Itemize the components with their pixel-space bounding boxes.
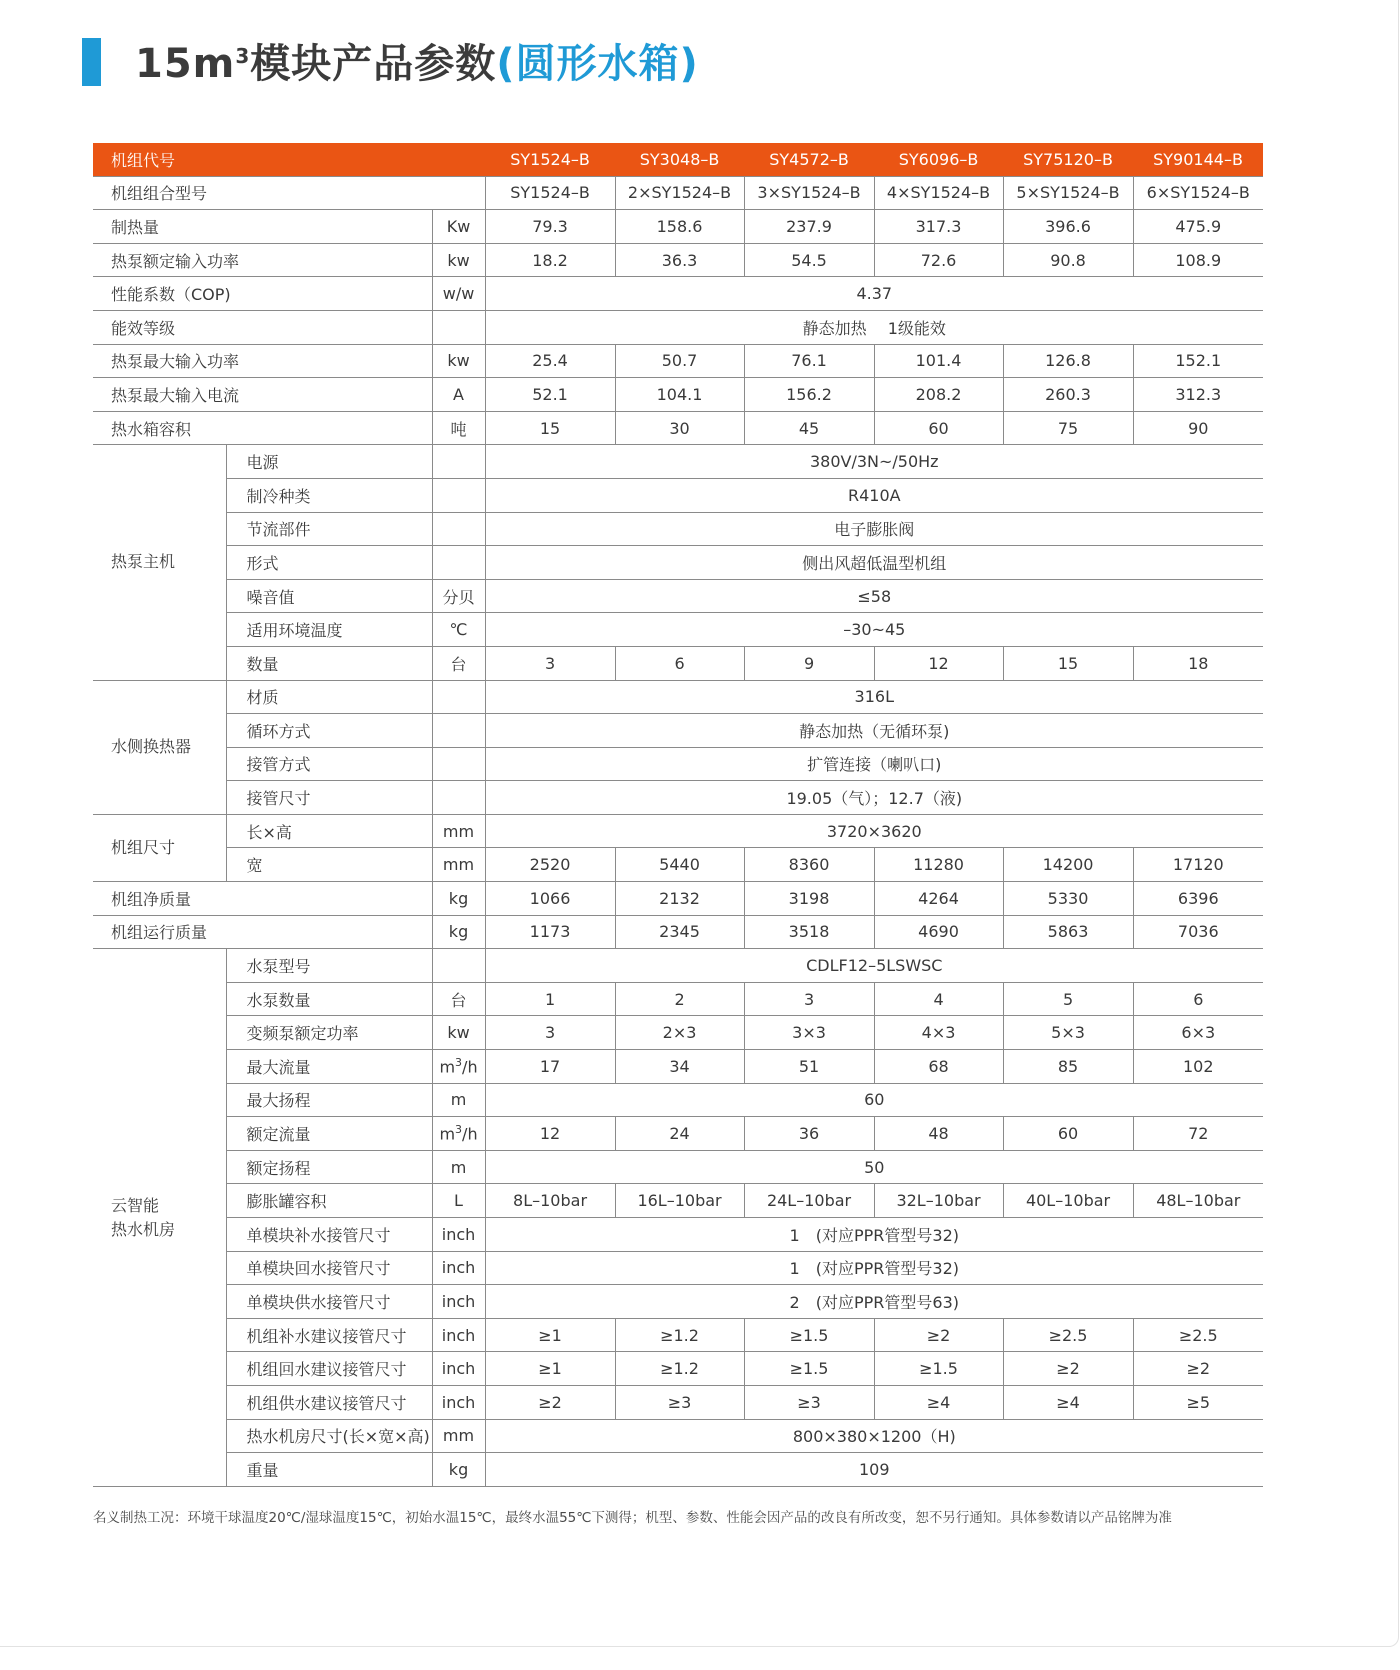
spec-row <box>93 714 1263 748</box>
value-cell: 109 <box>485 1453 1263 1487</box>
page-title: $15m^3$模块产品参数(圆形水箱) <box>135 41 699 87</box>
value-cell: 5×SY1524–B <box>1003 176 1133 210</box>
model-header: SY3048–B <box>615 143 744 176</box>
value-cell: 158.6 <box>615 210 744 244</box>
value-cell: 17120 <box>1133 848 1263 882</box>
spec-row <box>93 814 1263 848</box>
row-label: 循环方式 <box>226 714 432 748</box>
row-label: 水泵数量 <box>226 982 432 1016</box>
group-label: 机组尺寸 <box>93 814 226 881</box>
unit-cell: kw <box>432 243 485 277</box>
value-cell: 5 <box>1003 982 1133 1016</box>
value-cell: 11280 <box>874 848 1003 882</box>
unit-cell: L <box>432 1184 485 1218</box>
value-cell: 396.6 <box>1003 210 1133 244</box>
row-label: 最大流量 <box>226 1050 432 1084</box>
unit-cell: 台 <box>432 646 485 680</box>
unit-part: /h <box>462 1057 478 1077</box>
row-label: 接管尺寸 <box>226 781 432 815</box>
unit-cell: Kw <box>432 210 485 244</box>
value-cell: ≥5 <box>1133 1385 1263 1419</box>
spec-row <box>93 1385 1263 1419</box>
value-cell: 72 <box>1133 1117 1263 1151</box>
value-cell: ≤58 <box>485 579 1263 613</box>
spec-row <box>93 579 1263 613</box>
unit-cell: kg <box>432 882 485 916</box>
value-cell: ≥1.2 <box>615 1318 744 1352</box>
value-cell: 237.9 <box>744 210 874 244</box>
group-label <box>93 949 226 1487</box>
row-label: 材质 <box>226 680 432 714</box>
value-cell: 108.9 <box>1133 243 1263 277</box>
spec-row <box>93 1184 1263 1218</box>
row-label: 接管方式 <box>226 747 432 781</box>
value-cell: 9 <box>744 646 874 680</box>
value-cell: 6396 <box>1133 882 1263 916</box>
value-cell: 3 <box>744 982 874 1016</box>
spec-row <box>93 982 1263 1016</box>
value-cell: 380V/3N~/50Hz <box>485 445 1263 479</box>
unit-cell <box>432 310 485 344</box>
row-label: 制热量 <box>93 210 432 244</box>
value-cell: 6 <box>615 646 744 680</box>
unit-cell <box>432 714 485 748</box>
spec-row <box>93 210 1263 244</box>
spec-row <box>93 378 1263 412</box>
title-accent-bar <box>82 38 101 86</box>
value-cell: 3 <box>485 1016 615 1050</box>
unit-part: 3 <box>455 1056 463 1070</box>
value-cell: 30 <box>615 411 744 445</box>
value-cell: 152.1 <box>1133 344 1263 378</box>
value-cell: 12 <box>485 1117 615 1151</box>
value-cell: 3 <box>485 646 615 680</box>
value-cell: 8360 <box>744 848 874 882</box>
value-cell: 24 <box>615 1117 744 1151</box>
value-cell: 1 (对应PPR管型号32) <box>485 1251 1263 1285</box>
spec-row <box>93 613 1263 647</box>
spec-row <box>93 1150 1263 1184</box>
value-cell: 2 (对应PPR管型号63) <box>485 1285 1263 1319</box>
row-label: 单模块供水接管尺寸 <box>226 1285 432 1319</box>
row-label: 水泵型号 <box>226 949 432 983</box>
row-label: 数量 <box>226 646 432 680</box>
row-label: 重量 <box>226 1453 432 1487</box>
header-row <box>93 143 1263 176</box>
header-label: 机组代号 <box>93 143 485 176</box>
value-cell: 12 <box>874 646 1003 680</box>
value-cell: 15 <box>485 411 615 445</box>
value-cell: 3518 <box>744 915 874 949</box>
value-cell: 3198 <box>744 882 874 916</box>
value-cell: 48 <box>874 1117 1003 1151</box>
value-cell: 1 <box>485 982 615 1016</box>
row-label: 额定流量 <box>226 1117 432 1151</box>
value-cell: 72.6 <box>874 243 1003 277</box>
value-cell: 60 <box>874 411 1003 445</box>
value-cell: 2132 <box>615 882 744 916</box>
value-cell: 8L–10bar <box>485 1184 615 1218</box>
value-cell: 208.2 <box>874 378 1003 412</box>
value-cell: 51 <box>744 1050 874 1084</box>
unit-cell: inch <box>432 1352 485 1386</box>
value-cell: 4×SY1524–B <box>874 176 1003 210</box>
model-header: SY4572–B <box>744 143 874 176</box>
value-cell: 17 <box>485 1050 615 1084</box>
value-cell: 18 <box>1133 646 1263 680</box>
model-header: SY1524–B <box>485 143 615 176</box>
value-cell: 2×3 <box>615 1016 744 1050</box>
unit-cell: inch <box>432 1385 485 1419</box>
spec-row <box>93 243 1263 277</box>
value-cell: 5×3 <box>1003 1016 1133 1050</box>
group-label-line: 云智能 <box>111 1195 160 1215</box>
value-cell: ≥4 <box>1003 1385 1133 1419</box>
value-cell: 5440 <box>615 848 744 882</box>
value-cell: 1173 <box>485 915 615 949</box>
value-cell: 48L–10bar <box>1133 1184 1263 1218</box>
row-label: 热水箱容积 <box>93 411 432 445</box>
unit-cell: 台 <box>432 982 485 1016</box>
value-cell: 16L–10bar <box>615 1184 744 1218</box>
spec-row <box>93 176 1263 210</box>
value-cell: 36.3 <box>615 243 744 277</box>
row-label: 噪音值 <box>226 579 432 613</box>
value-cell: 15 <box>1003 646 1133 680</box>
group-label: 水侧换热器 <box>93 680 226 814</box>
value-cell: ≥2 <box>1133 1352 1263 1386</box>
value-cell: 1 (对应PPR管型号32) <box>485 1218 1263 1252</box>
value-cell: 静态加热 1级能效 <box>485 310 1263 344</box>
value-cell: 76.1 <box>744 344 874 378</box>
group-label-line: 热水机房 <box>111 1219 176 1239</box>
unit-cell: 吨 <box>432 411 485 445</box>
value-cell: ≥2 <box>485 1385 615 1419</box>
spec-row <box>93 949 1263 983</box>
value-cell: 19.05（气）；12.7（液) <box>485 781 1263 815</box>
unit-cell: mm <box>432 1419 485 1453</box>
row-label: 热泵最大输入电流 <box>93 378 432 412</box>
value-cell: 85 <box>1003 1050 1133 1084</box>
row-label: 机组补水建议接管尺寸 <box>226 1318 432 1352</box>
unit-cell: m <box>432 1083 485 1117</box>
row-label: 节流部件 <box>226 512 432 546</box>
value-cell: ≥2 <box>1003 1352 1133 1386</box>
spec-row <box>93 344 1263 378</box>
model-header: SY90144–B <box>1133 143 1263 176</box>
row-label: 变频泵额定功率 <box>226 1016 432 1050</box>
spec-row <box>93 1218 1263 1252</box>
value-cell: 扩管连接（喇叭口) <box>485 747 1263 781</box>
unit-cell <box>432 478 485 512</box>
model-header: SY75120–B <box>1003 143 1133 176</box>
unit-cell: ℃ <box>432 613 485 647</box>
unit-cell: mm <box>432 814 485 848</box>
value-cell: ≥3 <box>744 1385 874 1419</box>
value-cell: 40L–10bar <box>1003 1184 1133 1218</box>
spec-row <box>93 512 1263 546</box>
unit-cell: 分贝 <box>432 579 485 613</box>
row-label: 机组供水建议接管尺寸 <box>226 1385 432 1419</box>
value-cell: 2520 <box>485 848 615 882</box>
row-label: 适用环境温度 <box>226 613 432 647</box>
unit-cell: inch <box>432 1285 485 1319</box>
value-cell: 101.4 <box>874 344 1003 378</box>
unit-cell <box>432 781 485 815</box>
row-label: 机组运行质量 <box>93 915 432 949</box>
value-cell: 4.37 <box>485 277 1263 311</box>
value-cell: 45 <box>744 411 874 445</box>
value-cell: 5863 <box>1003 915 1133 949</box>
unit-cell <box>432 747 485 781</box>
group-label: 热泵主机 <box>93 445 226 680</box>
spec-row <box>93 1419 1263 1453</box>
row-label: 宽 <box>226 848 432 882</box>
value-cell: 79.3 <box>485 210 615 244</box>
value-cell: 34 <box>615 1050 744 1084</box>
value-cell: 6×3 <box>1133 1016 1263 1050</box>
row-label: 性能系数（COP) <box>93 277 432 311</box>
row-label: 额定扬程 <box>226 1150 432 1184</box>
value-cell: 5330 <box>1003 882 1133 916</box>
value-cell: 32L–10bar <box>874 1184 1003 1218</box>
value-cell: 316L <box>485 680 1263 714</box>
spec-row <box>93 1117 1263 1151</box>
spec-row <box>93 848 1263 882</box>
spec-row <box>93 747 1263 781</box>
unit-cell <box>432 680 485 714</box>
value-cell: 312.3 <box>1133 378 1263 412</box>
value-cell: 3720×3620 <box>485 814 1263 848</box>
spec-row <box>93 1050 1263 1084</box>
row-label: 能效等级 <box>93 310 432 344</box>
value-cell: 54.5 <box>744 243 874 277</box>
spec-row <box>93 1016 1263 1050</box>
value-cell: 475.9 <box>1133 210 1263 244</box>
value-cell: 68 <box>874 1050 1003 1084</box>
footnote: 名义制热工况：环境干球温度20℃/湿球温度15℃，初始水温15℃，最终水温55℃下测得；机型、参数、性能会因产品的改良有所改变，恕不另行通知。具体参数请以产品铭牌为准 <box>93 1510 1172 1526</box>
unit-part: m <box>439 1124 456 1144</box>
unit-cell: kg <box>432 915 485 949</box>
value-cell: 50.7 <box>615 344 744 378</box>
value-cell: 36 <box>744 1117 874 1151</box>
unit-part: 3 <box>455 1123 463 1137</box>
value-cell: 156.2 <box>744 378 874 412</box>
value-cell: ≥2.5 <box>1133 1318 1263 1352</box>
value-cell: 102 <box>1133 1050 1263 1084</box>
value-cell: 2×SY1524–B <box>615 176 744 210</box>
value-cell: 317.3 <box>874 210 1003 244</box>
value-cell: 90.8 <box>1003 243 1133 277</box>
unit-cell: kw <box>432 344 485 378</box>
unit-cell: inch <box>432 1218 485 1252</box>
value-cell: 侧出风超低温型机组 <box>485 546 1263 580</box>
value-cell: 电子膨胀阀 <box>485 512 1263 546</box>
value-cell: 4×3 <box>874 1016 1003 1050</box>
row-label: 制冷种类 <box>226 478 432 512</box>
row-label: 单模块补水接管尺寸 <box>226 1218 432 1252</box>
value-cell: 75 <box>1003 411 1133 445</box>
spec-row <box>93 310 1263 344</box>
unit-cell <box>432 445 485 479</box>
value-cell: 104.1 <box>615 378 744 412</box>
value-cell: 6×SY1524–B <box>1133 176 1263 210</box>
value-cell: 14200 <box>1003 848 1133 882</box>
value-cell: 90 <box>1133 411 1263 445</box>
unit-cell: kw <box>432 1016 485 1050</box>
spec-row <box>93 1453 1263 1487</box>
row-label: 机组回水建议接管尺寸 <box>226 1352 432 1386</box>
unit-cell: inch <box>432 1318 485 1352</box>
unit-cell <box>432 546 485 580</box>
value-cell: ≥3 <box>615 1385 744 1419</box>
row-label: 最大扬程 <box>226 1083 432 1117</box>
unit-cell: m <box>432 1150 485 1184</box>
row-label: 膨胀罐容积 <box>226 1184 432 1218</box>
value-cell: –30~45 <box>485 613 1263 647</box>
value-cell: ≥2.5 <box>1003 1318 1133 1352</box>
spec-row <box>93 546 1263 580</box>
value-cell: 260.3 <box>1003 378 1133 412</box>
value-cell: 800×380×1200（H) <box>485 1419 1263 1453</box>
unit-part: /h <box>462 1124 478 1144</box>
spec-row <box>93 882 1263 916</box>
unit-cell: A <box>432 378 485 412</box>
value-cell: 1066 <box>485 882 615 916</box>
unit-cell <box>432 1117 485 1151</box>
value-cell: 60 <box>485 1083 1263 1117</box>
spec-row <box>93 1083 1263 1117</box>
value-cell: 18.2 <box>485 243 615 277</box>
value-cell: 126.8 <box>1003 344 1133 378</box>
spec-row <box>93 781 1263 815</box>
value-cell: 60 <box>1003 1117 1133 1151</box>
value-cell: 3×3 <box>744 1016 874 1050</box>
value-cell: 2345 <box>615 915 744 949</box>
value-cell: 4 <box>874 982 1003 1016</box>
spec-row <box>93 478 1263 512</box>
value-cell: 3×SY1524–B <box>744 176 874 210</box>
value-cell: 24L–10bar <box>744 1184 874 1218</box>
value-cell: 50 <box>485 1150 1263 1184</box>
spec-table <box>93 143 1263 1487</box>
row-label: 电源 <box>226 445 432 479</box>
value-cell: CDLF12–5LSWSC <box>485 949 1263 983</box>
value-cell: R410A <box>485 478 1263 512</box>
spec-row <box>93 445 1263 479</box>
row-label: 热泵额定输入功率 <box>93 243 432 277</box>
value-cell: ≥1.2 <box>615 1352 744 1386</box>
value-cell: 7036 <box>1133 915 1263 949</box>
spec-row <box>93 411 1263 445</box>
row-label: 长×高 <box>226 814 432 848</box>
value-cell: ≥1 <box>485 1318 615 1352</box>
row-label: 机组组合型号 <box>93 176 485 210</box>
value-cell: SY1524–B <box>485 176 615 210</box>
spec-row <box>93 680 1263 714</box>
spec-row <box>93 1318 1263 1352</box>
spec-row <box>93 915 1263 949</box>
spec-row <box>93 1285 1263 1319</box>
spec-row <box>93 1352 1263 1386</box>
unit-cell: kg <box>432 1453 485 1487</box>
spec-row <box>93 646 1263 680</box>
row-label: 单模块回水接管尺寸 <box>226 1251 432 1285</box>
row-label: 热泵最大输入功率 <box>93 344 432 378</box>
value-cell: 6 <box>1133 982 1263 1016</box>
value-cell: 静态加热（无循环泵) <box>485 714 1263 748</box>
value-cell: 25.4 <box>485 344 615 378</box>
spec-row <box>93 277 1263 311</box>
value-cell: ≥2 <box>874 1318 1003 1352</box>
value-cell: ≥1 <box>485 1352 615 1386</box>
row-label: 热水机房尺寸(长×宽×高) <box>226 1419 432 1453</box>
value-cell: ≥1.5 <box>744 1318 874 1352</box>
row-label: 形式 <box>226 546 432 580</box>
unit-cell <box>432 512 485 546</box>
value-cell: 2 <box>615 982 744 1016</box>
value-cell: 4264 <box>874 882 1003 916</box>
value-cell: 4690 <box>874 915 1003 949</box>
unit-cell: inch <box>432 1251 485 1285</box>
unit-cell <box>432 1050 485 1084</box>
value-cell: 52.1 <box>485 378 615 412</box>
unit-cell: mm <box>432 848 485 882</box>
unit-cell <box>432 949 485 983</box>
unit-cell: w/w <box>432 277 485 311</box>
value-cell: ≥4 <box>874 1385 1003 1419</box>
spec-row <box>93 1251 1263 1285</box>
model-header: SY6096–B <box>874 143 1003 176</box>
row-label: 机组净质量 <box>93 882 432 916</box>
value-cell: ≥1.5 <box>874 1352 1003 1386</box>
value-cell: ≥1.5 <box>744 1352 874 1386</box>
unit-part: m <box>439 1057 456 1077</box>
